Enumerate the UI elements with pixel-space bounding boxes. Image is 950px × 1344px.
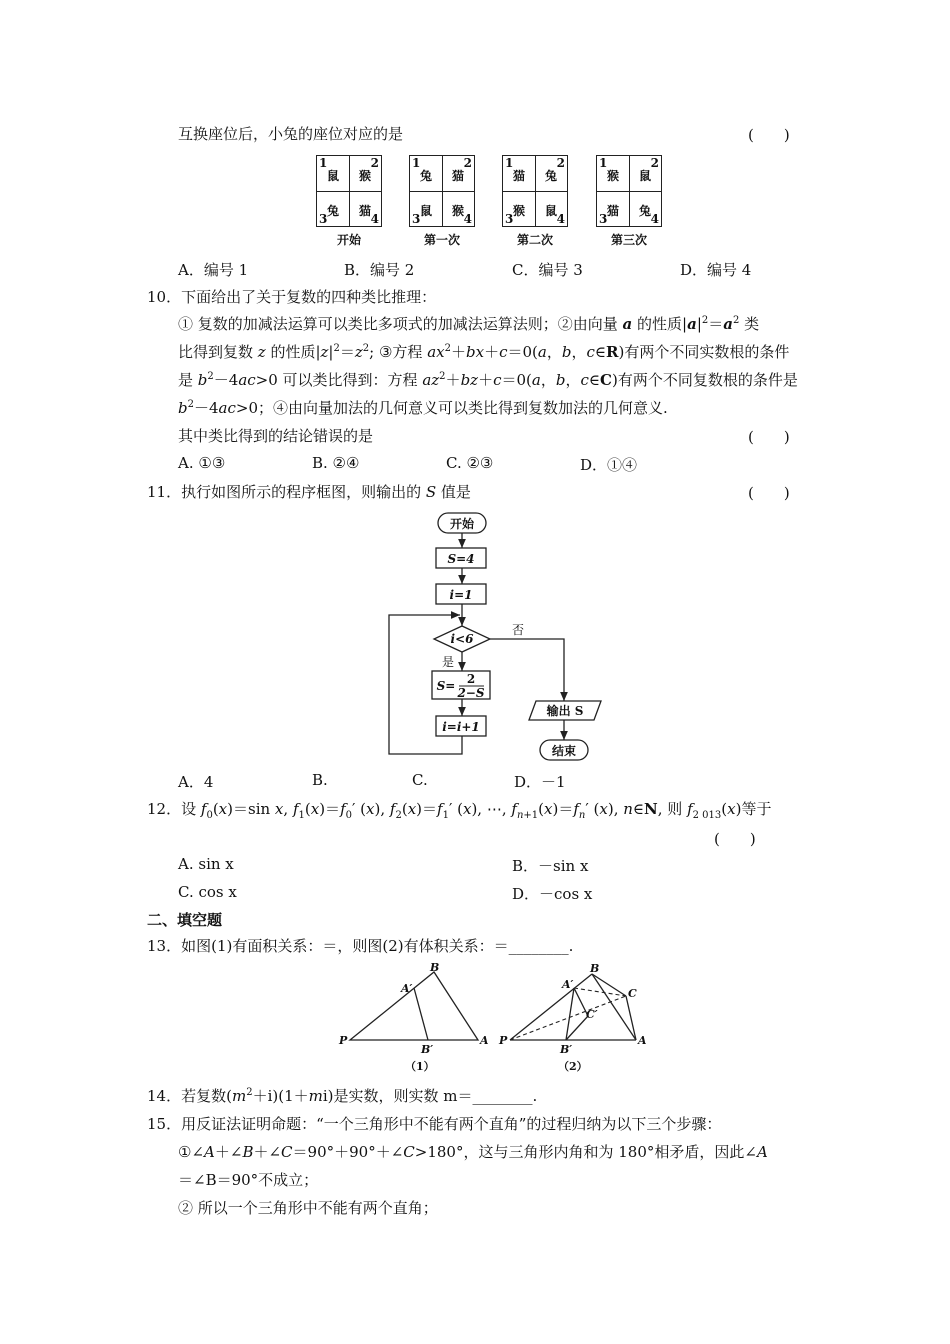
q10-option-d[interactable]: D．①④	[580, 456, 638, 474]
section-heading: 二、填空题	[147, 911, 223, 929]
q10-option-b[interactable]: B. ②④	[312, 454, 360, 472]
q9-option-c[interactable]: C．编号 3	[512, 261, 583, 279]
seat-number-2: 2	[463, 156, 472, 170]
geometry-figures	[330, 960, 660, 1078]
seat-grid-second	[502, 155, 568, 227]
seat-cell: 猴	[452, 204, 465, 218]
flow-frac-num: 2	[466, 672, 476, 686]
fig1-triangle	[350, 972, 478, 1040]
q11-option-c[interactable]: C.	[412, 771, 428, 789]
seat-number-3: 3	[599, 212, 608, 226]
q10-option-c[interactable]: C. ②③	[446, 454, 494, 472]
q12-option-c[interactable]: C. cos x	[178, 883, 237, 901]
q14-stem: 14．若复数$(m^2+i)(1+mi)$是实数，则实数 m＝________.	[147, 1087, 538, 1105]
grid-caption: 开始	[336, 233, 361, 247]
fig2-label: C	[628, 987, 637, 1000]
fig2-hidden-edge	[574, 988, 626, 996]
seat-number-2: 2	[556, 156, 565, 170]
seat-cell: 鼠	[639, 169, 652, 183]
flowchart	[380, 508, 620, 768]
seat-number-4: 4	[463, 212, 472, 226]
seat-cell: 猫	[452, 169, 465, 183]
q12-answer-paren: ( )	[714, 830, 756, 848]
q12-option-b[interactable]: B．－sin x	[512, 857, 589, 875]
seat-number-4: 4	[556, 212, 565, 226]
fig1-label: P	[339, 1034, 348, 1047]
seat-number-4: 4	[370, 212, 379, 226]
seat-number-3: 3	[505, 212, 514, 226]
fig2-label: A	[638, 1034, 647, 1047]
fig2-label: B′	[560, 1043, 573, 1056]
seat-number-3: 3	[412, 212, 421, 226]
q15-step1-cont: ＝∠B＝90°不成立；	[178, 1171, 319, 1189]
flow-frac-den: 2−S	[457, 686, 485, 700]
grid-caption: 第三次	[610, 233, 647, 247]
flow-no-branch	[490, 639, 564, 701]
fig2-label: A′	[562, 978, 574, 991]
flow-no-label: 否	[511, 623, 525, 637]
seat-cell: 鼠	[545, 204, 558, 218]
seat-number-1: 1	[412, 156, 421, 170]
q10-line1: ① 复数的加减法运算可以类比多项式的加减法运算法则；②由向量 a 的性质$|a|^2=a^2$ 类	[178, 315, 760, 333]
seat-number-3: 3	[319, 212, 328, 226]
flow-output-text: 输出 S	[546, 704, 584, 718]
flow-inc-text: i=i+1	[442, 720, 480, 734]
q11-option-b[interactable]: B.	[312, 771, 328, 789]
flow-end-text: 结束	[551, 744, 577, 758]
fig2-label: P	[499, 1034, 508, 1047]
seat-cell: 猫	[359, 204, 372, 218]
fig1-label: A′	[401, 982, 413, 995]
seat-grid-third	[596, 155, 662, 227]
flow-yes-label: 是	[441, 655, 455, 669]
fig2-edge	[592, 974, 636, 1040]
seat-cell: 鼠	[327, 169, 340, 183]
seat-cell: 猴	[359, 169, 372, 183]
fig1-label: B′	[421, 1043, 434, 1056]
q9-option-d[interactable]: D．编号 4	[680, 261, 752, 279]
seat-number-1: 1	[505, 156, 514, 170]
q10-line3: 是 $b^2-4ac>0$ 可以类比得到：方程 $az^2+bz+c=0(a$，b，c∈C)有两个不同复数根的条件是	[178, 371, 798, 389]
fig2-edge	[510, 974, 592, 1040]
seat-grid-first	[409, 155, 475, 227]
q11-option-a[interactable]: A．4	[178, 773, 214, 791]
q10-answer-paren: ( )	[748, 428, 790, 446]
q11-option-d[interactable]: D．－1	[514, 773, 566, 791]
q15-stem: 15．用反证法证明命题：“一个三角形中不能有两个直角”的过程归纳为以下三个步骤：	[147, 1115, 722, 1133]
q9-option-a[interactable]: A．编号 1	[178, 261, 249, 279]
q9-option-b[interactable]: B．编号 2	[344, 261, 415, 279]
fig2-label: C′	[586, 1008, 598, 1021]
fig2-hidden-edge	[510, 996, 626, 1040]
q10-line4: $b^2-4ac>0$；④由向量加法的几何意义可以类比得到复数加法的几何意义.	[178, 399, 668, 417]
flow-assign-lhs: S=	[436, 679, 456, 693]
q13-stem: 13．如图(1)有面积关系：＝，则图(2)有体积关系：＝________.	[147, 937, 574, 955]
fig1-label: B	[430, 961, 440, 974]
q10-line2: 比得到复数 z 的性质$|z|^2=z^2$; ③方程 $ax^2+bx+c=0(a$，b，c∈R)有两个不同实数根的条件	[178, 343, 790, 361]
flow-start-text: 开始	[449, 517, 475, 531]
flow-init-i-text: i=1	[449, 588, 473, 602]
seat-cell: 猴	[607, 169, 620, 183]
fig2-caption: （2）	[558, 1060, 588, 1073]
fig2-label: B	[590, 962, 600, 975]
seat-cell: 兔	[420, 169, 433, 183]
fig1-segment	[414, 988, 428, 1040]
q11-answer-paren: ( )	[748, 484, 790, 502]
seat-number-4: 4	[650, 212, 659, 226]
seat-cell: 兔	[545, 169, 558, 183]
seat-cell: 猴	[513, 204, 526, 218]
seat-cell: 猫	[607, 204, 620, 218]
seat-number-1: 1	[599, 156, 608, 170]
q15-step2: ② 所以一个三角形中不能有两个直角；	[178, 1199, 438, 1217]
seat-number-1: 1	[319, 156, 328, 170]
q15-step1: ①∠A＋∠B＋∠C＝90°＋90°＋∠C>180°，这与三角形内角和为 180°相矛盾，因此∠A	[178, 1143, 768, 1161]
q9-answer-paren: ( )	[748, 126, 790, 144]
grid-caption: 第二次	[516, 233, 553, 247]
grid-caption: 第一次	[423, 233, 460, 247]
seat-grid-start	[316, 155, 382, 227]
q10-ask: 其中类比得到的结论错误的是	[178, 427, 374, 445]
seat-cell: 兔	[639, 204, 652, 218]
q10-stem: 10．下面给出了关于复数的四种类比推理：	[147, 288, 437, 306]
q12-option-d[interactable]: D．－cos x	[512, 885, 593, 903]
seat-cell: 兔	[327, 204, 340, 218]
fig2-edge	[592, 974, 626, 996]
q9-stem: 互换座位后，小兔的座位对应的是	[178, 125, 404, 143]
seat-cell: 猫	[513, 169, 526, 183]
fig1-caption: （1）	[405, 1060, 435, 1073]
q12-stem: 12．设 $f_0(x)=\sin$ x, $f_1(x)=f_0'$ (x), $f_2(x)=f_1'$ (x), ⋯, $f_{n+1}(x)=f_n'$ (x), n∈N, 则 $f_{2 013}(x)$等于	[147, 800, 772, 821]
seat-number-2: 2	[370, 156, 379, 170]
fig1-label: A	[480, 1034, 489, 1047]
seat-cell: 鼠	[420, 204, 433, 218]
flow-cond-text: i<6	[450, 632, 474, 646]
seat-number-2: 2	[650, 156, 659, 170]
q10-option-a[interactable]: A. ①③	[178, 454, 226, 472]
q12-option-a[interactable]: A. sin x	[178, 855, 234, 873]
flow-init-s-text: S=4	[447, 552, 475, 566]
q11-stem: 11．执行如图所示的程序框图，则输出的 S 值是	[147, 483, 471, 501]
